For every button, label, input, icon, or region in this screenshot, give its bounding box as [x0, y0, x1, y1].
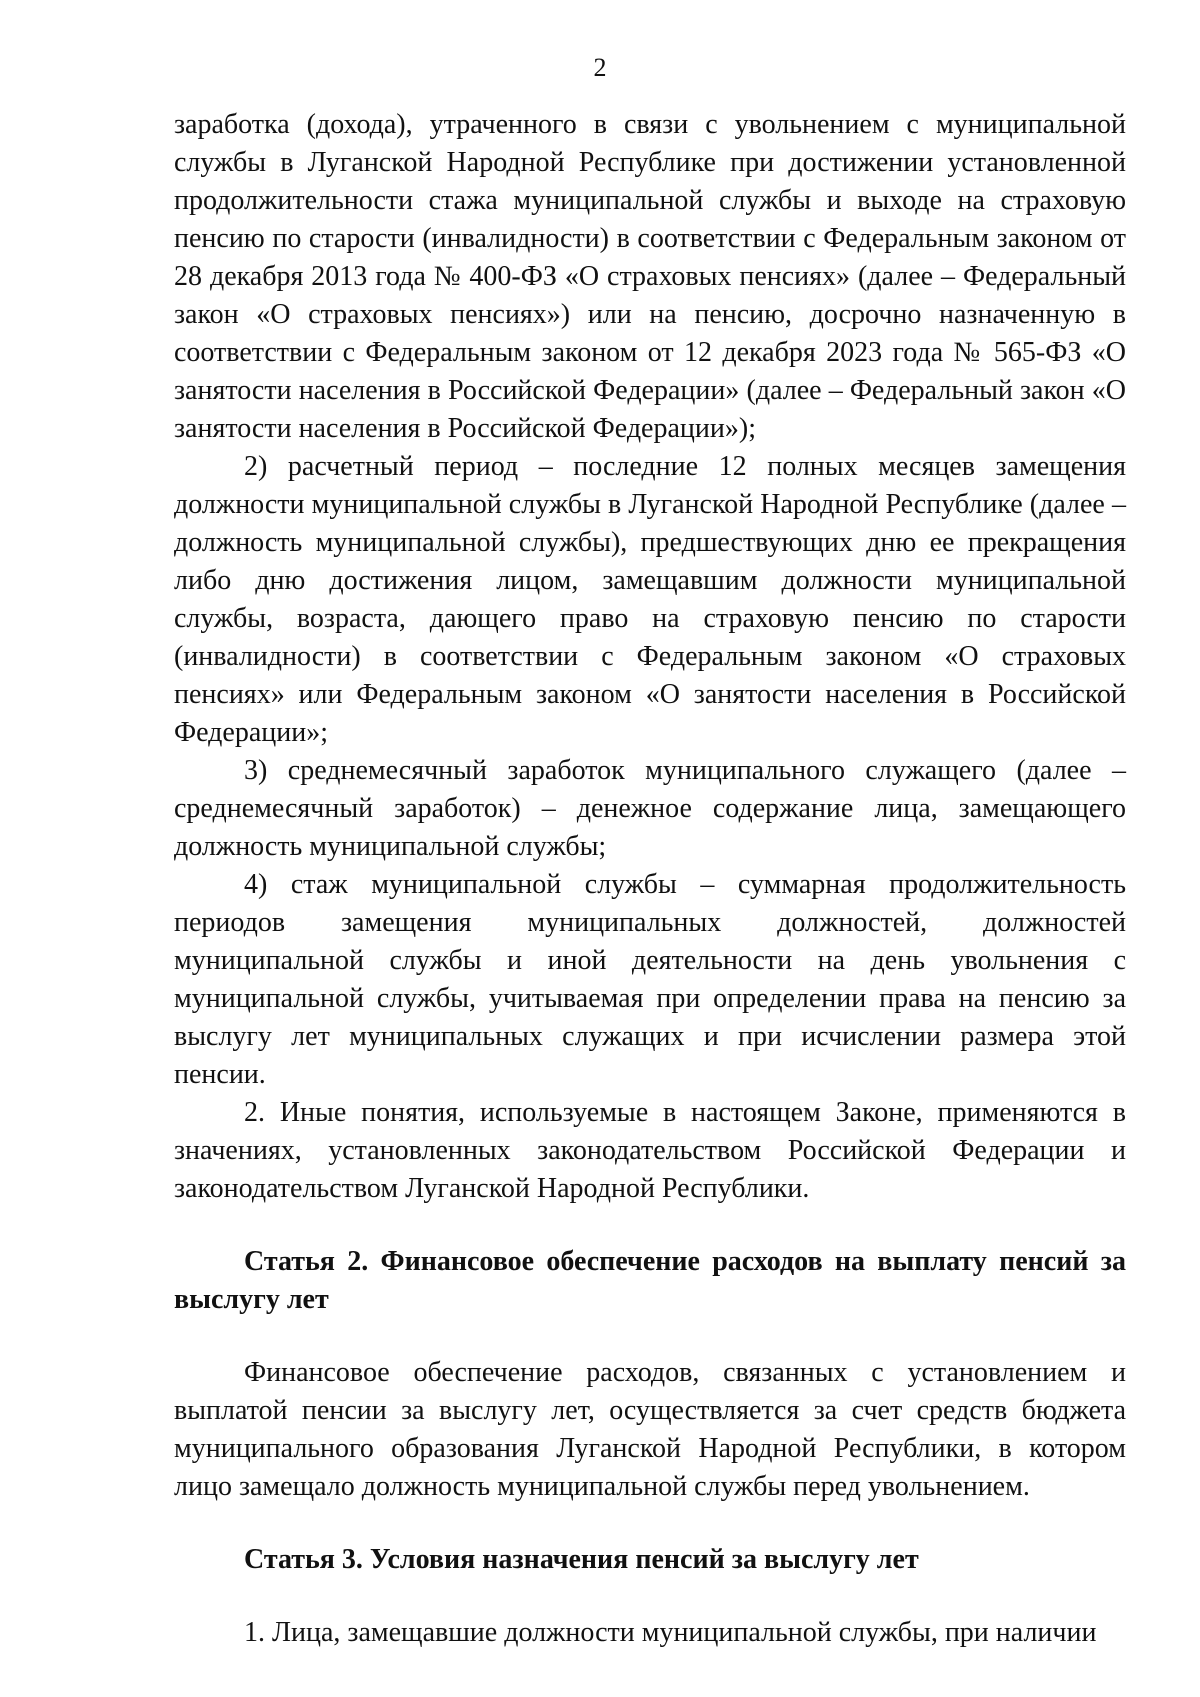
- paragraph-item-3: 3) среднемесячный заработок муниципального служащего (далее – среднемесячный заработок) – денежное содержание лица, замещающего должность муниципальной службы;: [174, 755, 1126, 862]
- paragraph-item-2: 2) расчетный период – последние 12 полных месяцев замещения должности муниципальной службы в Луганской Народной Республике (далее – должность муниципальной службы), предшествующих дню ее прекращения либо дню достижения лицом, замещавшим должности муниципальной службы, возраста, дающего право на страховую пенсию по старости (инвалидности) в соответствии с Федеральным законом «О страховых пенсиях» или Федеральным законом «О занятости населения в Российской Федерации»;: [174, 451, 1126, 748]
- paragraph-item-4: 4) стаж муниципальной службы – суммарная продолжительность периодов замещения муниципальных должностей, должностей муниципальной службы и иной деятельности на день увольнения с муниципальной службы, учитываемая при определении права на пенсию за выслугу лет муниципальных служащих и при исчислении размера этой пенсии.: [174, 869, 1126, 1090]
- paragraph-part-2: 2. Иные понятия, используемые в настоящем Законе, применяются в значениях, установленных законодательством Российской Федерации и законодательством Луганской Народной Республики.: [174, 1097, 1126, 1204]
- article-2-heading: Статья 2. Финансовое обеспечение расходов на выплату пенсий за выслугу лет: [174, 1246, 1126, 1315]
- article-2-text: Финансовое обеспечение расходов, связанных с установлением и выплатой пенсии за выслугу лет, осуществляется за счет средств бюджета муниципального образования Луганской Народной Республики, в котором лицо замещало должность муниципальной службы перед увольнением.: [174, 1357, 1126, 1502]
- article-3-text: 1. Лица, замещавшие должности муниципальной службы, при наличии: [244, 1617, 1097, 1648]
- page-number: 2: [593, 53, 607, 82]
- article-3-heading: Статья 3. Условия назначения пенсий за выслугу лет: [244, 1544, 919, 1575]
- paragraph-continuation: заработка (дохода), утраченного в связи с увольнением с муниципальной службы в Луганской Народной Республике при достижении установленной продолжительности стажа муниципальной службы и выходе на страховую пенсию по старости (инвалидности) в соответствии с Федеральным законом от 28 декабря 2013 года № 400-ФЗ «О страховых пенсиях» (далее – Федеральный закон «О страховых пенсиях») или на пенсию, досрочно назначенную в соответствии с Федеральным законом от 12 декабря 2023 года № 565-ФЗ «О занятости населения в Российской Федерации» (далее – Федеральный закон «О занятости населения в Российской Федерации»);: [174, 109, 1126, 444]
- document-body: [174, 106, 1126, 1652]
